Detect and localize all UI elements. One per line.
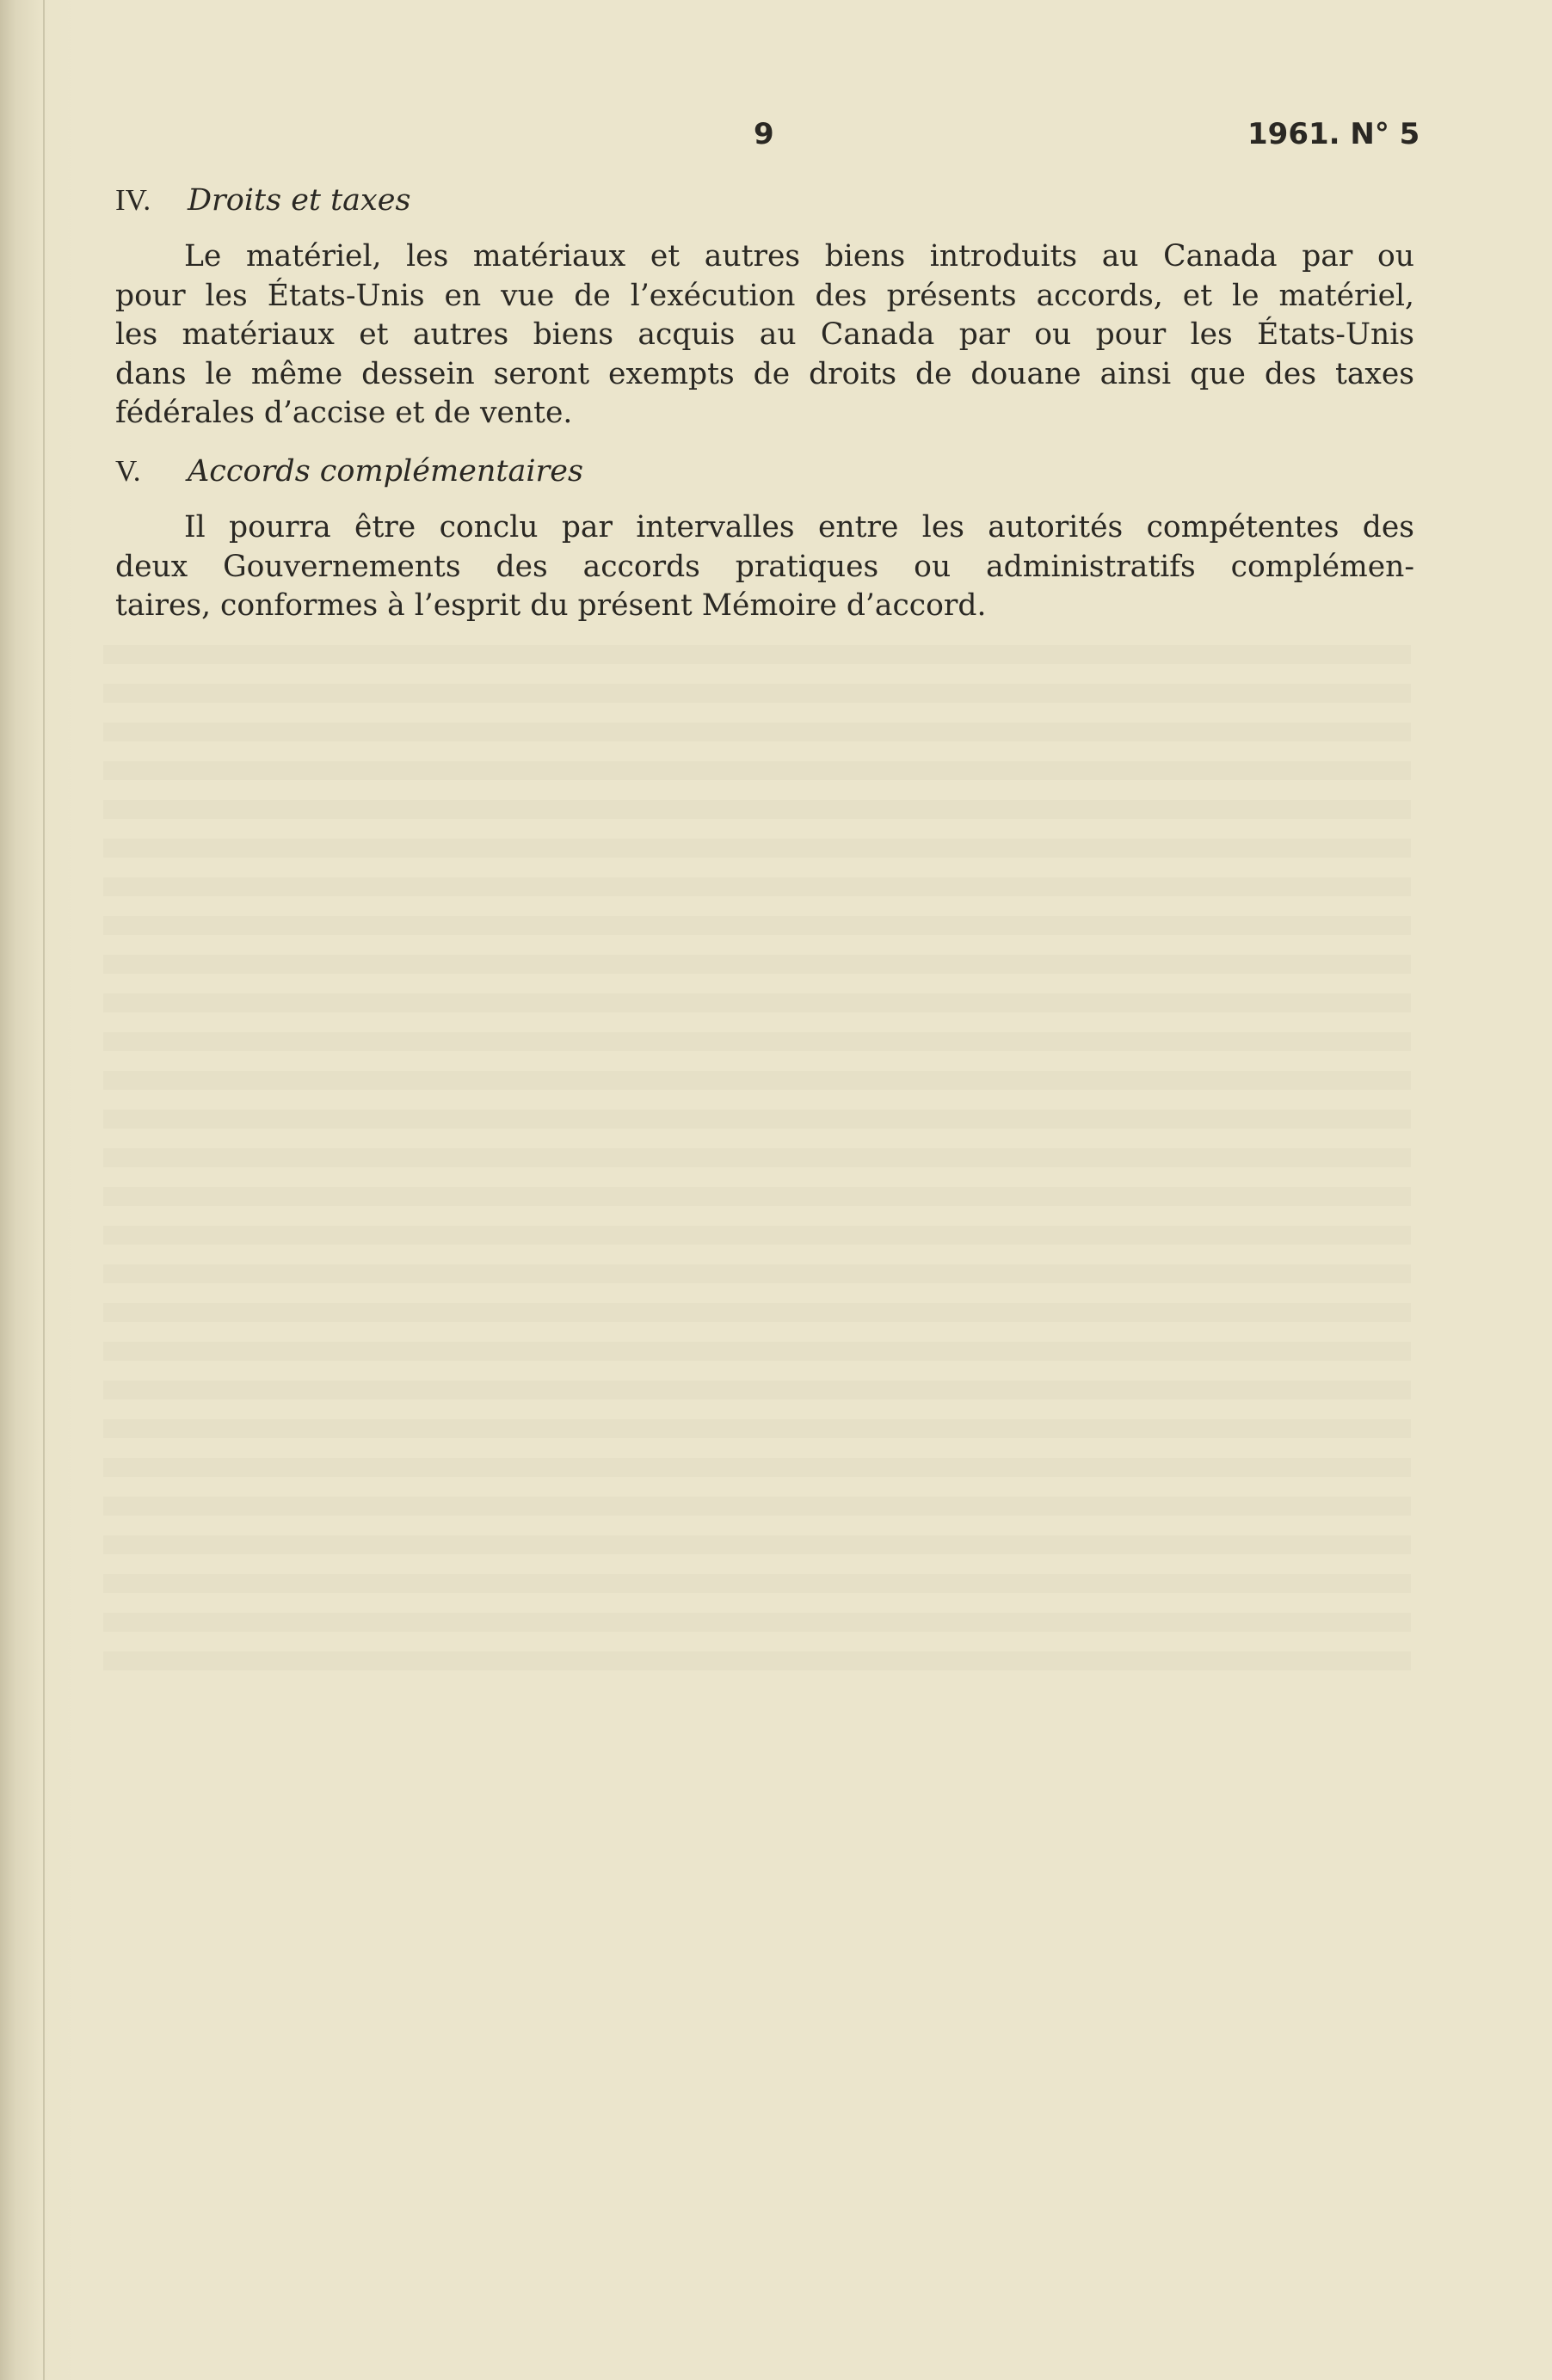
section-title: Droits et taxes xyxy=(188,183,411,218)
paragraph-line: taires, conformes à l’esprit du présent Mémoire d’accord. xyxy=(115,588,987,623)
paragraph-line: Le matériel, les matériaux et autres biens introduits au Canada par ou xyxy=(184,239,1414,274)
section-numeral: V. xyxy=(115,454,141,488)
section-paragraph xyxy=(115,508,1414,626)
paragraph-line: deux Gouvernements des accords pratiques ou administratifs complémen- xyxy=(115,549,1414,584)
section-paragraph xyxy=(115,237,1414,434)
section-title: Accords complémentaires xyxy=(188,454,583,489)
paragraph-line: fédérales d’accise et de vente. xyxy=(115,396,573,430)
page-header xyxy=(0,117,1552,155)
document-reference: 1961. N° 5 xyxy=(1247,117,1420,151)
page-number: 9 xyxy=(754,117,774,151)
section-iv xyxy=(115,181,1414,434)
section-numeral: IV. xyxy=(115,183,151,217)
section-heading xyxy=(115,452,1414,491)
paragraph-line: dans le même dessein seront exempts de droits de douane ainsi que des taxes xyxy=(115,356,1414,391)
section-heading xyxy=(115,181,1414,220)
paragraph-line: pour les États-Unis en vue de l’exécution des présents accords, et le matériel, xyxy=(115,278,1414,313)
paragraph-line: Il pourra être conclu par intervalles entre les autorités compétentes des xyxy=(184,510,1414,544)
paragraph-line: les matériaux et autres biens acquis au Canada par ou pour les États-Unis xyxy=(115,317,1414,352)
show-through-text-area xyxy=(103,645,1411,1677)
section-v xyxy=(115,452,1414,626)
page-binding-edge xyxy=(43,0,45,2380)
